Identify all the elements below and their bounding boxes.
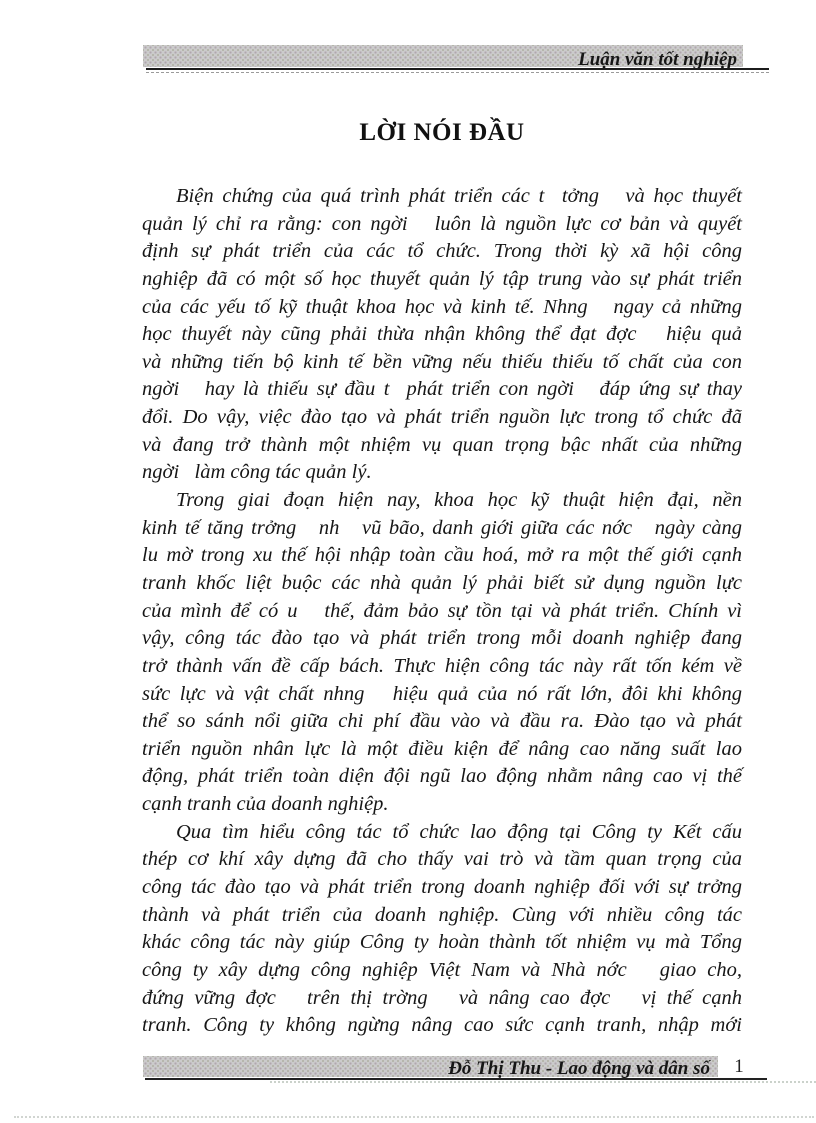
document-body: [142, 183, 742, 1040]
text-line: công ty xây dựng công nghiệp Việt Nam và Nhà nớc giao cho,: [142, 958, 742, 981]
text-line: Trong giai đoạn hiện nay, khoa học kỹ thuật hiện đại, nền: [176, 489, 742, 512]
text-line: ngời hay là thiếu sự đầu t phát triển con ngời đáp ứng sự thay: [142, 378, 742, 401]
text-line: quản lý chỉ ra rằng: con ngời luôn là nguồn lực cơ bản và quyết: [142, 212, 742, 235]
footer-bar: [143, 1056, 718, 1077]
text-line: và đang trở thành một nhiệm vụ quan trọng bậc nhất của những: [142, 433, 742, 456]
text-line: tranh. Công ty không ngừng nâng cao sức cạnh tranh, nhập mới: [142, 1014, 742, 1037]
text-line: tranh khốc liệt buộc các nhà quản lý phải biết sử dụng nguồn lực: [142, 571, 742, 594]
page-title: LỜI NÓI ĐẦU: [359, 119, 525, 146]
text-line: động, phát triển toàn diện đội ngũ lao động nhằm nâng cao vị thế: [142, 765, 742, 788]
header-bar: [143, 45, 743, 70]
text-line: vậy, công tác đào tạo và phát triển trong mỗi doanh nghiệp đang: [142, 627, 742, 650]
text-line: sức lực và vật chất nhng hiệu quả của nó rất lớn, đôi khi không: [142, 682, 742, 705]
text-line: học thuyết này cũng phải thừa nhận không thể đạt đợc hiệu quả: [142, 323, 742, 346]
text-line: ngời làm công tác quản lý.: [142, 461, 372, 484]
text-line: Biện chứng của quá trình phát triển các t tởng và học thuyết: [176, 185, 742, 207]
text-line: định sự phát triển của các tổ chức. Trong thời kỳ xã hội công: [142, 240, 742, 263]
header-rule: [146, 68, 769, 73]
scan-artifact-line: [14, 1116, 814, 1118]
text-line: thành và phát triển của doanh nghiệp. Cùng với nhiều công tác: [142, 903, 742, 926]
footer-rule: [145, 1078, 767, 1080]
text-line: nghiệp đã có một số học thuyết quản lý tập trung vào sự phát triển: [142, 267, 742, 290]
text-line: và những tiến bộ kinh tế bền vững nếu thiếu thiếu tố chất của con: [142, 350, 742, 373]
text-line: triển nguồn nhân lực là một điều kiện để nâng cao năng suất lao: [142, 737, 742, 760]
text-line: kinh tế tăng trởng nh vũ bão, danh giới giữa các nớc ngày càng: [142, 516, 742, 539]
text-line: khác công tác này giúp Công ty hoàn thành tốt nhiệm vụ mà Tổng: [142, 931, 742, 954]
text-line: lu mờ trong xu thế hội nhập toàn cầu hoá, mở ra một thế giới cạnh: [142, 544, 742, 567]
text-line: của các yếu tố kỹ thuật khoa học và kinh tế. Nhng ngay cả những: [142, 295, 742, 318]
text-line: cạnh tranh của doanh nghiệp.: [142, 793, 389, 816]
text-line: thép cơ khí xây dựng đã cho thấy vai trò và tầm quan trọng của: [142, 848, 742, 871]
text-line: công tác đào tạo và phát triển trong doanh nghiệp đối với sự trởng: [142, 876, 742, 899]
page-number: 1: [734, 1056, 744, 1077]
header-title: Luận văn tốt nghiệp: [578, 49, 737, 70]
footer-author-line: Đỗ Thị Thu - Lao động và dân số: [448, 1058, 710, 1079]
text-line: đổi. Do vậy, việc đào tạo và phát triển nguồn lực trong tổ chức đã: [142, 406, 742, 429]
text-line: Qua tìm hiểu công tác tổ chức lao động tại Công ty Kết cấu: [176, 820, 742, 843]
text-line: thể so sánh nổi giữa chi phí đầu vào và đầu ra. Đào tạo và phát: [142, 710, 742, 733]
scan-artifact-line: [270, 1081, 816, 1083]
text-line: của mình để có u thế, đảm bảo sự tồn tại và phát triển. Chính vì: [142, 599, 742, 622]
text-line: đứng vững đợc trên thị trờng và nâng cao đợc vị thế cạnh: [142, 986, 742, 1009]
text-line: trở thành vấn đề cấp bách. Thực hiện công tác này rất tốn kém về: [142, 654, 742, 677]
